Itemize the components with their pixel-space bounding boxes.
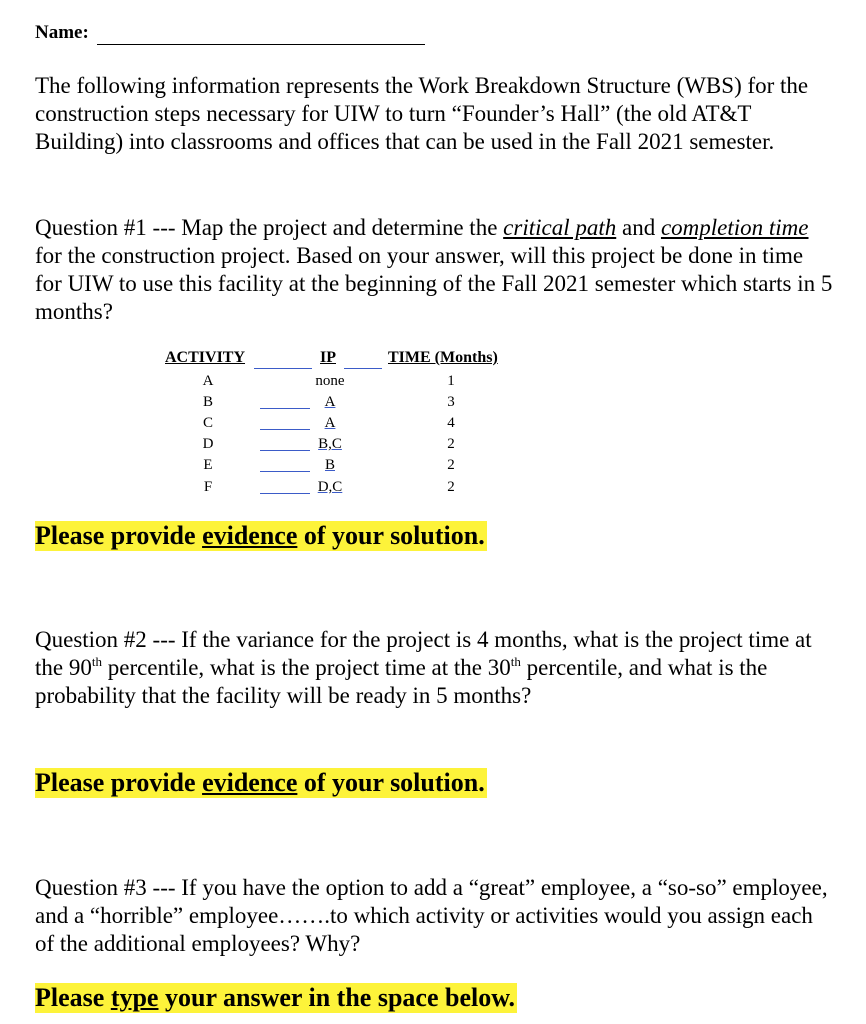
q2-part1: Question #2 --- If the variance for the project is 4 months, what is the project time at the 90 bbox=[35, 627, 812, 680]
type-prompt-pre: Please bbox=[35, 983, 111, 1012]
q1-text-prefix: Question #1 --- Map the project and determine the bbox=[35, 215, 504, 240]
evidence2-word: evidence bbox=[202, 768, 298, 797]
header-underline-1 bbox=[254, 368, 312, 369]
evidence-prompt-2 bbox=[35, 768, 487, 798]
q1-text-and: and bbox=[616, 215, 661, 240]
evidence1-post: of your solution. bbox=[297, 521, 485, 550]
table-cell-time: 2 bbox=[447, 457, 455, 473]
type-prompt-post: your answer in the space below. bbox=[158, 983, 516, 1012]
question-2 bbox=[35, 626, 835, 710]
table-cell-ip: D,C bbox=[317, 479, 343, 495]
evidence1-word: evidence bbox=[202, 521, 298, 550]
type-answer-prompt bbox=[35, 983, 517, 1013]
table-header-time: TIME (Months) bbox=[388, 349, 498, 366]
table-cell-activity: E bbox=[203, 457, 213, 473]
table-cell-activity: D bbox=[202, 436, 214, 452]
evidence1-pre: Please provide bbox=[35, 521, 203, 550]
name-label: Name: bbox=[35, 22, 89, 43]
table-cell-activity: C bbox=[202, 415, 213, 431]
q1-completion-time: completion time bbox=[660, 215, 809, 240]
table-cell-ip: B bbox=[324, 457, 335, 473]
evidence-prompt-1 bbox=[35, 521, 487, 551]
question-1 bbox=[35, 214, 835, 326]
table-cell-activity: F bbox=[203, 479, 213, 495]
q1-text-suffix: for the construction project. Based on your answer, will this project be done in time for UIW to use this facility at the beginning of the Fall 2021 semester which starts in 5 months? bbox=[35, 243, 833, 324]
name-blank-line bbox=[97, 44, 425, 45]
table-header-ip: IP bbox=[320, 349, 336, 366]
table-cell-ip: B,C bbox=[318, 436, 342, 452]
table-cell-time: 1 bbox=[447, 373, 455, 389]
table-cell-time: 4 bbox=[447, 415, 455, 431]
q2-sup1: th bbox=[91, 654, 102, 669]
evidence2-pre: Please provide bbox=[35, 768, 203, 797]
evidence2-post: of your solution. bbox=[297, 768, 485, 797]
type-prompt-word: type bbox=[110, 983, 159, 1012]
table-cell-time: 2 bbox=[447, 479, 455, 495]
intro-paragraph: The following information represents the Work Breakdown Structure (WBS) for the construction steps necessary for UIW to turn “Founder’s Hall” (the old AT&T Building) into classrooms and offices that can be used in the Fall 2021 semester. bbox=[35, 73, 809, 154]
table-cell-ip: A bbox=[324, 415, 336, 431]
header-underline-2 bbox=[344, 368, 382, 369]
q2-part3: percentile, and what is the probability that the facility will be ready in 5 months? bbox=[35, 655, 768, 708]
q2-sup2: th bbox=[510, 654, 521, 669]
table-cell-time: 2 bbox=[447, 436, 455, 452]
q1-critical-path: critical path bbox=[503, 215, 617, 240]
q2-part2: percentile, what is the project time at the 30 bbox=[101, 655, 511, 680]
table-cell-activity: A bbox=[202, 373, 214, 389]
table-header-activity: ACTIVITY bbox=[165, 349, 246, 366]
table-cell-activity: B bbox=[202, 394, 213, 410]
question-3: Question #3 --- If you have the option to add a “great” employee, a “so-so” employee, and a “horrible” employee…….to which activity or activities would you assign each of the additional employees? Why? bbox=[35, 875, 828, 956]
table-cell-time: 3 bbox=[447, 394, 455, 410]
table-cell-ip: A bbox=[324, 394, 336, 410]
table-cell-ip: none bbox=[315, 373, 345, 389]
